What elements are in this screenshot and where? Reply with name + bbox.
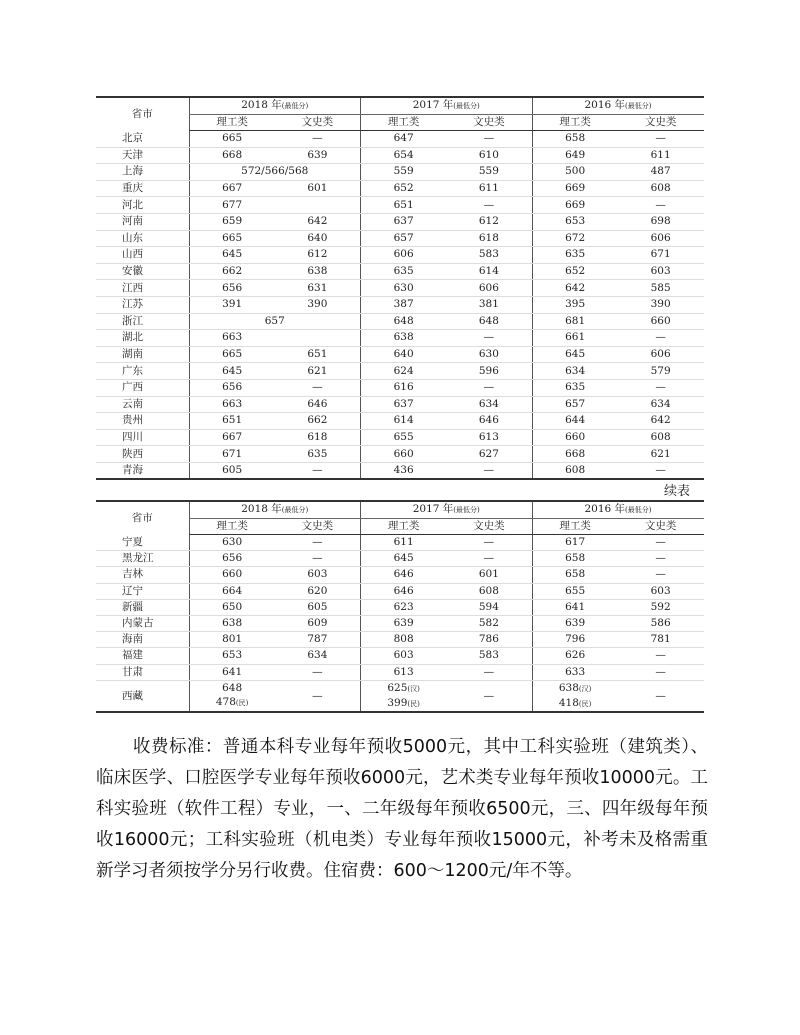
score-cell: 572/566/568 <box>189 164 361 181</box>
score-cell: 641 <box>189 664 275 680</box>
score-cell: 500 <box>532 164 618 181</box>
score-cell: 630 <box>189 535 275 551</box>
score-cell <box>275 197 361 214</box>
score-cell: 390 <box>618 296 704 313</box>
table-row <box>96 567 704 583</box>
score-cell: 391 <box>189 296 275 313</box>
score-cell: 642 <box>618 413 704 430</box>
score-cell: 390 <box>275 296 361 313</box>
table-row <box>96 330 704 347</box>
region-name: 上海 <box>96 164 189 181</box>
table-row <box>96 363 704 380</box>
score-cell: 487 <box>618 164 704 181</box>
header-arts: 文史类 <box>275 519 361 535</box>
table-row <box>96 664 704 680</box>
region-name: 内蒙古 <box>96 615 189 631</box>
table-row <box>96 263 704 280</box>
score-cell: 656 <box>189 379 275 396</box>
score-cell: — <box>446 680 532 712</box>
score-cell: 592 <box>618 599 704 615</box>
score-cell: 653 <box>189 648 275 664</box>
table-row <box>96 648 704 664</box>
table-row <box>96 632 704 648</box>
score-cell: — <box>446 664 532 680</box>
score-cell: 613 <box>446 429 532 446</box>
score-cell: 638 <box>275 263 361 280</box>
header-region: 省市 <box>96 501 189 535</box>
score-cell: 381 <box>446 296 532 313</box>
score-cell: — <box>275 462 361 479</box>
region-name: 浙江 <box>96 313 189 330</box>
score-cell: 601 <box>446 567 532 583</box>
region-name: 河南 <box>96 213 189 230</box>
table-row <box>96 429 704 446</box>
score-cell: — <box>275 535 361 551</box>
score-cell: 645 <box>532 346 618 363</box>
score-cell: 652 <box>532 263 618 280</box>
score-cell: 630 <box>361 280 447 297</box>
score-cell: 651 <box>361 197 447 214</box>
score-cell: 640 <box>275 230 361 247</box>
table-row <box>96 551 704 567</box>
score-cell: 669 <box>532 197 618 214</box>
score-cell: 655 <box>361 429 447 446</box>
region-name: 安徽 <box>96 263 189 280</box>
score-cell: 623 <box>361 599 447 615</box>
score-cell <box>275 330 361 347</box>
score-cell: 634 <box>532 363 618 380</box>
header-sci: 理工类 <box>532 519 618 535</box>
score-cell: 387 <box>361 296 447 313</box>
score-cell: 603 <box>275 567 361 583</box>
score-cell: 611 <box>618 147 704 164</box>
score-cell: 659 <box>189 213 275 230</box>
admission-scores-table-continued <box>96 500 704 713</box>
score-cell: 649 <box>532 147 618 164</box>
table-row <box>96 379 704 396</box>
score-cell: 641 <box>532 599 618 615</box>
score-cell: 618 <box>275 429 361 446</box>
score-cell: 665 <box>189 131 275 148</box>
score-cell: 663 <box>189 396 275 413</box>
header-arts: 文史类 <box>446 519 532 535</box>
score-cell: 635 <box>532 247 618 264</box>
score-cell: 603 <box>618 263 704 280</box>
score-cell: 796 <box>532 632 618 648</box>
table-row <box>96 535 704 551</box>
region-name: 江西 <box>96 280 189 297</box>
score-cell: 612 <box>446 213 532 230</box>
score-cell: 612 <box>275 247 361 264</box>
header-year-2016: 2016 年(最低分) <box>532 97 704 115</box>
score-cell: 652 <box>361 180 447 197</box>
table-row <box>96 164 704 181</box>
score-cell: 646 <box>361 567 447 583</box>
table-row <box>96 615 704 631</box>
header-year-2018: 2018 年(最低分) <box>189 97 361 115</box>
score-cell: 637 <box>361 213 447 230</box>
score-cell: 648 <box>361 313 447 330</box>
score-cell: 611 <box>361 535 447 551</box>
table-row <box>96 280 704 297</box>
score-cell: — <box>446 131 532 148</box>
table-row <box>96 230 704 247</box>
score-cell: 626 <box>532 648 618 664</box>
region-name: 贵州 <box>96 413 189 430</box>
region-name: 西藏 <box>96 680 189 712</box>
score-cell: — <box>446 551 532 567</box>
table-row <box>96 680 704 712</box>
score-cell: 579 <box>618 363 704 380</box>
score-cell: 672 <box>532 230 618 247</box>
region-name: 北京 <box>96 131 189 148</box>
score-cell: 808 <box>361 632 447 648</box>
score-cell: 583 <box>446 247 532 264</box>
header-arts: 文史类 <box>446 115 532 131</box>
region-name: 天津 <box>96 147 189 164</box>
score-cell: 648 <box>446 313 532 330</box>
region-name: 四川 <box>96 429 189 446</box>
score-cell: 608 <box>618 429 704 446</box>
score-cell: 601 <box>275 180 361 197</box>
region-name: 云南 <box>96 396 189 413</box>
score-cell: 635 <box>532 379 618 396</box>
score-cell: — <box>446 379 532 396</box>
score-cell: 677 <box>189 197 275 214</box>
score-cell: 637 <box>361 396 447 413</box>
score-cell: 613 <box>361 664 447 680</box>
score-cell: 653 <box>532 213 618 230</box>
region-name: 广西 <box>96 379 189 396</box>
score-cell: 668 <box>532 446 618 463</box>
score-cell: 631 <box>275 280 361 297</box>
score-cell: — <box>618 462 704 479</box>
score-cell: 651 <box>275 346 361 363</box>
score-cell: 634 <box>275 648 361 664</box>
header-arts: 文史类 <box>618 115 704 131</box>
table-row <box>96 346 704 363</box>
score-cell: 651 <box>189 413 275 430</box>
score-cell: — <box>618 551 704 567</box>
score-cell: 627 <box>446 446 532 463</box>
score-cell: 624 <box>361 363 447 380</box>
score-cell: 594 <box>446 599 532 615</box>
score-cell: 646 <box>361 583 447 599</box>
score-cell: 662 <box>275 413 361 430</box>
score-cell: — <box>618 330 704 347</box>
score-cell: 596 <box>446 363 532 380</box>
score-cell: 617 <box>532 535 618 551</box>
score-cell: — <box>275 379 361 396</box>
region-name: 山东 <box>96 230 189 247</box>
region-name: 海南 <box>96 632 189 648</box>
score-cell: — <box>618 197 704 214</box>
region-name: 江苏 <box>96 296 189 313</box>
score-cell: 639 <box>532 615 618 631</box>
score-cell: 648 478(民) <box>189 680 275 712</box>
table-row <box>96 131 704 148</box>
score-cell: — <box>618 567 704 583</box>
score-cell: 657 <box>361 230 447 247</box>
score-cell: 786 <box>446 632 532 648</box>
region-name: 湖北 <box>96 330 189 347</box>
table-row <box>96 313 704 330</box>
score-cell: 658 <box>532 551 618 567</box>
score-cell: — <box>446 330 532 347</box>
score-cell: 667 <box>189 180 275 197</box>
score-cell: 608 <box>532 462 618 479</box>
region-name: 新疆 <box>96 599 189 615</box>
score-cell: 611 <box>446 180 532 197</box>
score-cell: 633 <box>532 664 618 680</box>
header-year-2017: 2017 年(最低分) <box>361 501 533 519</box>
table-row <box>96 180 704 197</box>
header-sci: 理工类 <box>361 519 447 535</box>
score-cell: 647 <box>361 131 447 148</box>
score-cell: 606 <box>446 280 532 297</box>
header-sci: 理工类 <box>189 519 275 535</box>
score-cell: 787 <box>275 632 361 648</box>
score-cell: 586 <box>618 615 704 631</box>
score-cell: 605 <box>275 599 361 615</box>
score-cell: 583 <box>446 648 532 664</box>
region-name: 广东 <box>96 363 189 380</box>
header-sci: 理工类 <box>189 115 275 131</box>
score-cell: 646 <box>446 413 532 430</box>
header-year-2016: 2016 年(最低分) <box>532 501 704 519</box>
score-cell: 606 <box>618 230 704 247</box>
score-cell: 614 <box>361 413 447 430</box>
score-cell: 625(汉) 399(民) <box>361 680 447 712</box>
header-sci: 理工类 <box>361 115 447 131</box>
score-cell: 635 <box>275 446 361 463</box>
score-cell: — <box>275 664 361 680</box>
region-name: 辽宁 <box>96 583 189 599</box>
score-cell: 660 <box>532 429 618 446</box>
score-cell: 645 <box>361 551 447 567</box>
score-cell: 640 <box>361 346 447 363</box>
header-year-2018: 2018 年(最低分) <box>189 501 361 519</box>
score-cell: — <box>618 664 704 680</box>
fee-paragraph: 收费标准：普通本科专业每年预收5000元，其中工科实验班（建筑类）、临床医学、口腔医学专业每年预收6000元，艺术类专业每年预收10000元。工科实验班（软件工程）专业，一、二年级每年预收6500元，三、四年级每年预收16000元；工科实验班（机电类）专业每年预收15000元，补考未及格需重新学习者须按学分另行收费。住宿费：600～1200元/年不等。 <box>96 737 708 881</box>
score-cell: — <box>618 648 704 664</box>
score-cell: 665 <box>189 346 275 363</box>
region-name: 青海 <box>96 462 189 479</box>
score-cell: 639 <box>361 615 447 631</box>
score-cell: 658 <box>532 567 618 583</box>
score-cell: 801 <box>189 632 275 648</box>
score-cell: 605 <box>189 462 275 479</box>
score-cell: — <box>618 379 704 396</box>
score-cell: 608 <box>446 583 532 599</box>
table-row <box>96 247 704 264</box>
score-cell: 603 <box>361 648 447 664</box>
region-name: 甘肃 <box>96 664 189 680</box>
table-row <box>96 396 704 413</box>
score-cell: 663 <box>189 330 275 347</box>
region-name: 黑龙江 <box>96 551 189 567</box>
score-cell: 654 <box>361 147 447 164</box>
score-cell: 608 <box>618 180 704 197</box>
table-row <box>96 197 704 214</box>
region-name: 湖南 <box>96 346 189 363</box>
score-cell: 603 <box>618 583 704 599</box>
score-cell: 642 <box>275 213 361 230</box>
score-cell: 660 <box>189 567 275 583</box>
score-cell: 614 <box>446 263 532 280</box>
table-row <box>96 147 704 164</box>
score-cell: — <box>446 535 532 551</box>
header-region: 省市 <box>96 97 189 131</box>
score-cell: 638 <box>189 615 275 631</box>
score-cell: 645 <box>189 247 275 264</box>
score-cell: 656 <box>189 280 275 297</box>
score-cell: 657 <box>189 313 361 330</box>
score-cell: 638(汉) 418(民) <box>532 680 618 712</box>
score-cell: 646 <box>275 396 361 413</box>
region-name: 宁夏 <box>96 535 189 551</box>
score-cell: 606 <box>618 346 704 363</box>
admission-scores-table <box>96 96 704 480</box>
table-row <box>96 446 704 463</box>
score-cell: 639 <box>275 147 361 164</box>
score-cell: 644 <box>532 413 618 430</box>
table-row <box>96 462 704 479</box>
score-cell: 620 <box>275 583 361 599</box>
score-cell: 606 <box>361 247 447 264</box>
score-cell: 668 <box>189 147 275 164</box>
score-cell: 660 <box>618 313 704 330</box>
score-cell: 585 <box>618 280 704 297</box>
score-cell: 658 <box>532 131 618 148</box>
score-cell: 664 <box>189 583 275 599</box>
score-cell: 621 <box>618 446 704 463</box>
region-name: 重庆 <box>96 180 189 197</box>
score-cell: 618 <box>446 230 532 247</box>
table-row <box>96 599 704 615</box>
score-cell: 635 <box>361 263 447 280</box>
score-cell: 657 <box>532 396 618 413</box>
score-cell: — <box>618 535 704 551</box>
region-name: 吉林 <box>96 567 189 583</box>
score-cell: 621 <box>275 363 361 380</box>
header-arts: 文史类 <box>618 519 704 535</box>
header-sci: 理工类 <box>532 115 618 131</box>
score-cell: 634 <box>618 396 704 413</box>
score-cell: 582 <box>446 615 532 631</box>
score-cell: 660 <box>361 446 447 463</box>
region-name: 山西 <box>96 247 189 264</box>
table-row <box>96 296 704 313</box>
header-arts: 文史类 <box>275 115 361 131</box>
score-cell: — <box>275 131 361 148</box>
score-cell: 671 <box>618 247 704 264</box>
score-cell: 661 <box>532 330 618 347</box>
score-cell: 656 <box>189 551 275 567</box>
score-cell: — <box>618 680 704 712</box>
score-cell: 395 <box>532 296 618 313</box>
score-cell: 665 <box>189 230 275 247</box>
table-row <box>96 413 704 430</box>
header-year-2017: 2017 年(最低分) <box>361 97 533 115</box>
score-cell: 638 <box>361 330 447 347</box>
score-cell: 630 <box>446 346 532 363</box>
score-cell: 667 <box>189 429 275 446</box>
region-name: 河北 <box>96 197 189 214</box>
score-cell: 559 <box>446 164 532 181</box>
region-name: 福建 <box>96 648 189 664</box>
score-cell: 616 <box>361 379 447 396</box>
score-cell: 609 <box>275 615 361 631</box>
table-row <box>96 213 704 230</box>
score-cell: 671 <box>189 446 275 463</box>
score-cell: 662 <box>189 263 275 280</box>
continued-label: 续表 <box>663 484 690 499</box>
score-cell: 669 <box>532 180 618 197</box>
region-name: 陕西 <box>96 446 189 463</box>
score-cell: 436 <box>361 462 447 479</box>
score-cell: 610 <box>446 147 532 164</box>
score-cell: 650 <box>189 599 275 615</box>
score-cell: — <box>446 197 532 214</box>
score-cell: 559 <box>361 164 447 181</box>
score-cell: — <box>275 551 361 567</box>
score-cell: 645 <box>189 363 275 380</box>
score-cell: 655 <box>532 583 618 599</box>
score-cell: 698 <box>618 213 704 230</box>
score-cell: 781 <box>618 632 704 648</box>
score-cell: 634 <box>446 396 532 413</box>
score-cell: 681 <box>532 313 618 330</box>
score-cell: 642 <box>532 280 618 297</box>
table-row <box>96 583 704 599</box>
score-cell: — <box>446 462 532 479</box>
score-cell: — <box>275 680 361 712</box>
score-cell: — <box>618 131 704 148</box>
